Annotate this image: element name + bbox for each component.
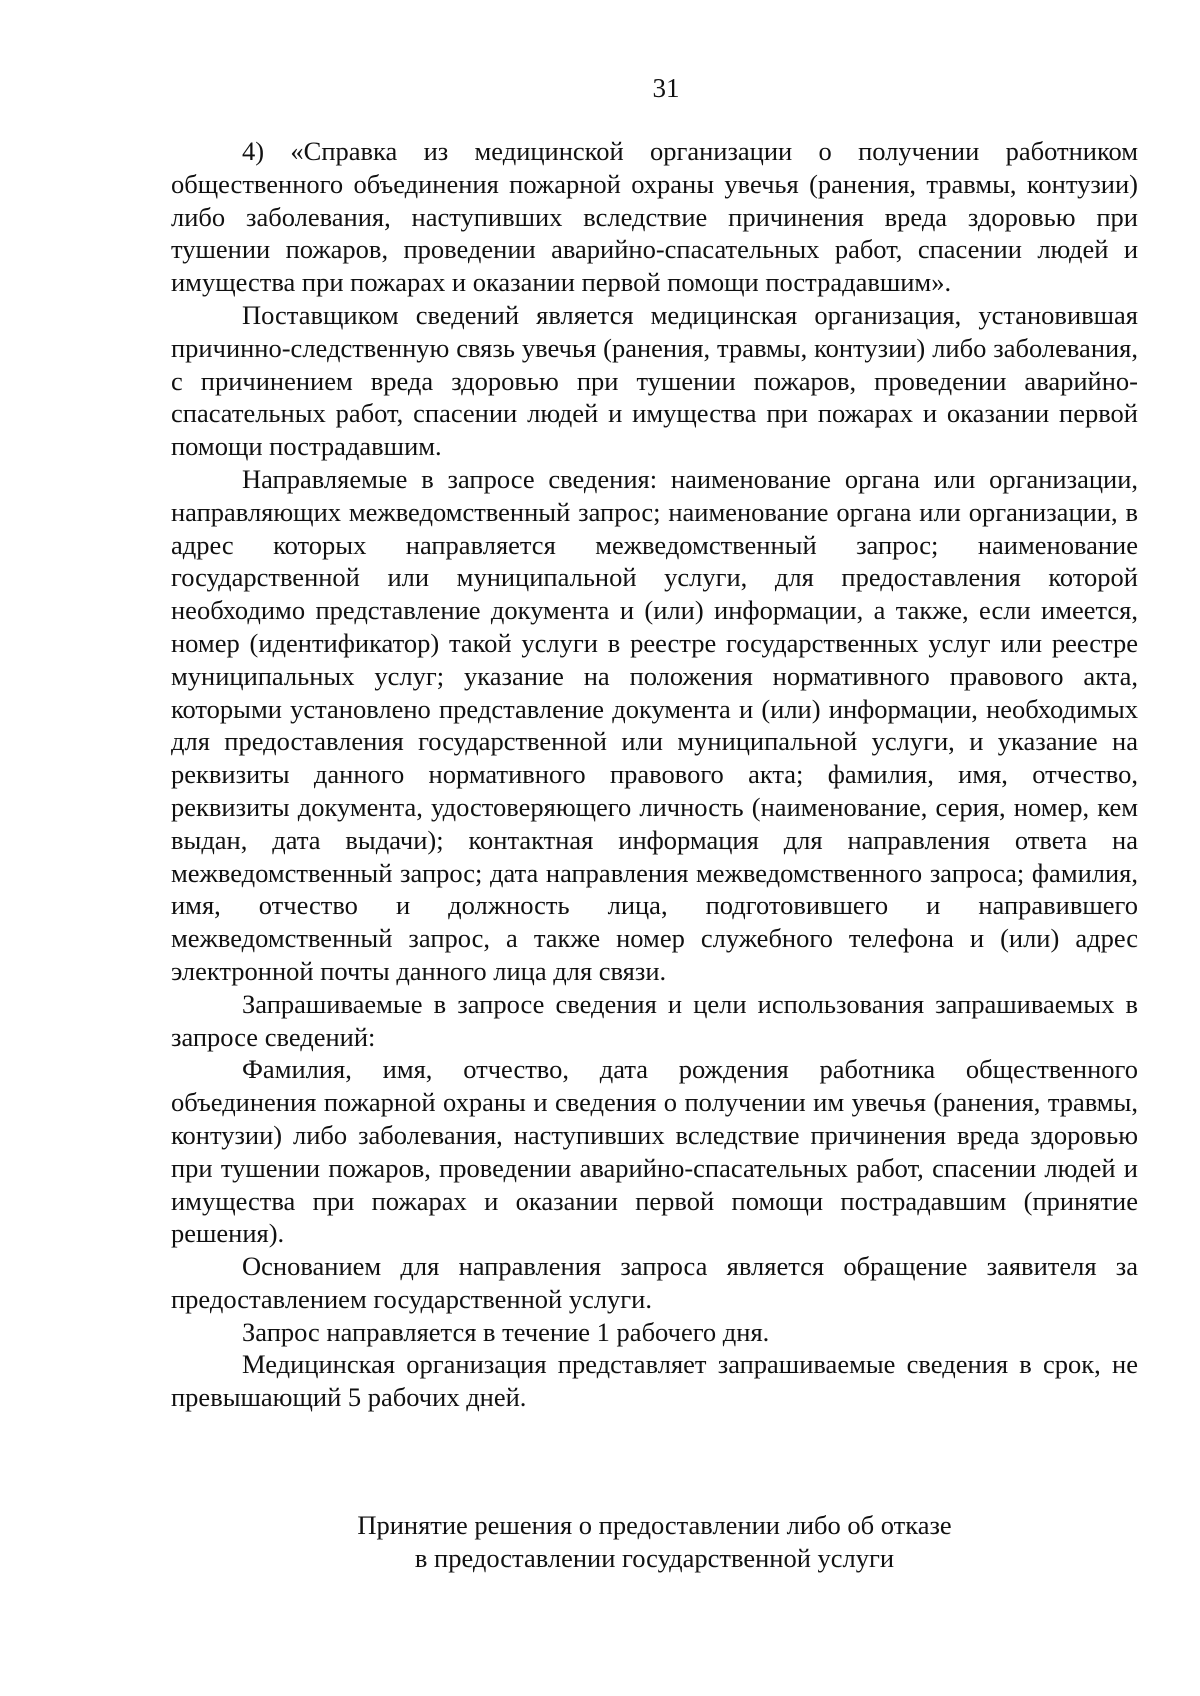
section-heading xyxy=(171,1509,1138,1575)
paragraph-request-basis: Основанием для направления запроса является обращение заявителя за предоставлением государственной услуги. xyxy=(171,1251,1138,1314)
paragraph-requested-info: Фамилия, имя, отчество, дата рождения работника общественного объединения пожарной охраны и сведения о получении им увечья (ранения, травмы, контузии) либо заболевания, наступивших вследствие причинения вреда здоровью при тушении пожаров, проведении аварийно-спасательных работ, спасении людей и имущества при пожарах и оказании первой помощи пострадавшим (принятие решения). xyxy=(171,1054,1138,1249)
section-heading-line-1: Принятие решения о предоставлении либо об отказе xyxy=(357,1510,952,1540)
paragraph-request-details: Направляемые в запросе сведения: наименование органа или организации, направляющих межведомственный запрос; наименование органа или организации, в адрес которых направляется межведомственный запрос; наименование государственной или муниципальной услуги, для предоставления которой необходимо представление документа и (или) информации, а также, если имеется, номер (идентификатор) такой услуги в реестре государственных услуг или реестре муниципальных услуг; указание на положения нормативного правового акта, которыми установлено представление документа и (или) информации, необходимых для предоставления государственной или муниципальной услуги, и указание на реквизиты данного нормативного правового акта; фамилия, имя, отчество, реквизиты документа, удостоверяющего личность (наименование, серия, номер, кем выдан, дата выдачи); контактная информация для направления ответа на межведомственный запрос; дата направления межведомственного запроса; фамилия, имя, отчество и должность лица, подготовившего и направившего межведомственный запрос, а также номер служебного телефона и (или) адрес электронной почты данного лица для связи. xyxy=(171,463,1138,986)
page-number: 31 xyxy=(652,73,680,103)
section-heading-line-2: в предоставлении государственной услуги xyxy=(414,1543,895,1573)
paragraph-request-timing: Запрос направляется в течение 1 рабочего дня. xyxy=(242,1316,770,1347)
paragraph-certificate-item: 4) «Справка из медицинской организации о получении работником общественного объединения пожарной охраны увечья (ранения, травмы, контузии) либо заболевания, наступивших вследствие причинения вреда здоровью при тушении пожаров, проведении аварийно-спасательных работ, спасении людей и имущества при пожарах и оказании первой помощи пострадавшим». xyxy=(171,136,1138,298)
document-body xyxy=(171,135,1138,1414)
paragraph-response-deadline: Медицинская организация представляет запрашиваемые сведения в срок, не превышающий 5 рабочих дней. xyxy=(171,1349,1138,1413)
paragraph-requested-info-intro: Запрашиваемые в запросе сведения и цели использования запрашиваемых в запросе сведений: xyxy=(171,988,1138,1052)
paragraph-data-provider: Поставщиком сведений является медицинская организация, установившая причинно-следственную связь увечья (ранения, травмы, контузии) либо заболевания, с причинением вреда здоровью при тушении пожаров, проведении аварийно-спасательных работ, спасении людей и имущества при пожарах и оказании первой помощи пострадавшим. xyxy=(171,299,1138,462)
